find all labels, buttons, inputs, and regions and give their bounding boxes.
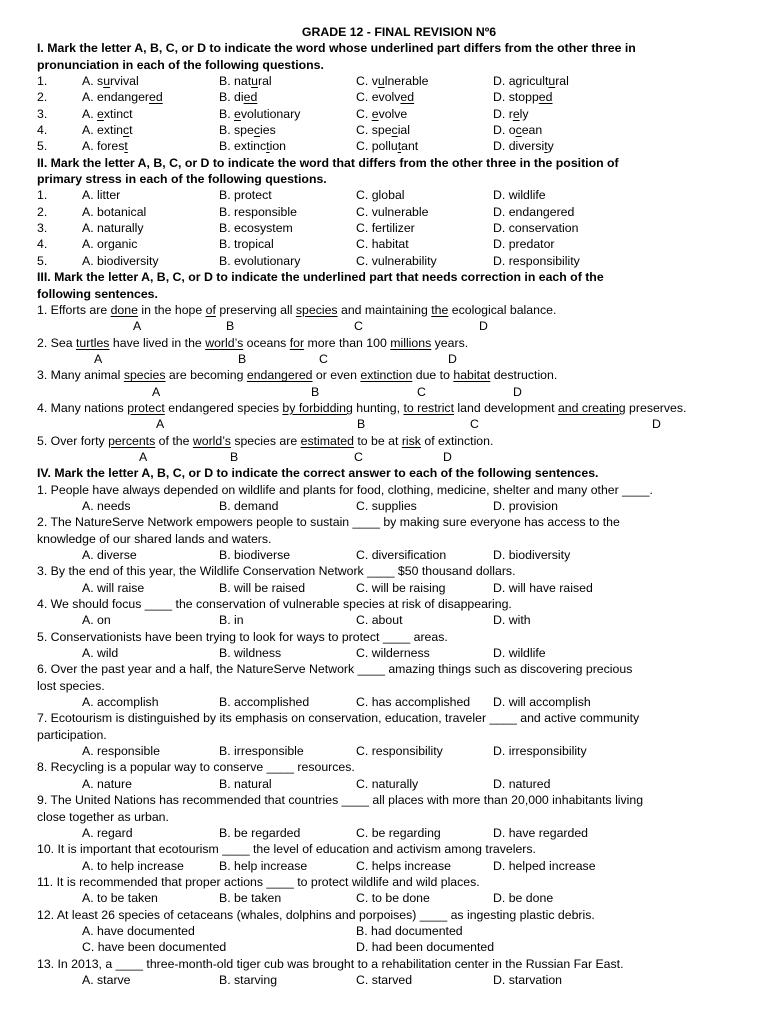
option-letter: D bbox=[448, 351, 457, 366]
option-text: A. bbox=[82, 106, 98, 121]
option-text: t bbox=[129, 123, 133, 138]
answer-option: D. wildlife bbox=[493, 188, 546, 203]
option-text: ly bbox=[519, 106, 529, 121]
underlined-part: e bbox=[97, 106, 104, 121]
answer-option: A. regard bbox=[82, 825, 133, 840]
section-heading: following sentences. bbox=[37, 286, 158, 301]
page-title: GRADE 12 - FINAL REVISION Nº6 bbox=[301, 25, 497, 39]
options-row bbox=[37, 939, 737, 955]
question-number: 3. bbox=[37, 221, 48, 236]
section-heading: pronunciation in each of the following questions. bbox=[37, 57, 324, 72]
option-text: volutionary bbox=[240, 106, 301, 121]
underlined-part: by forbidding bbox=[282, 400, 353, 415]
question-text: 5. Conservationists have been trying to look for ways to protect ____ areas. bbox=[37, 629, 448, 644]
question-number: 2. bbox=[37, 204, 48, 219]
question-number: 1. bbox=[37, 74, 48, 89]
answer-option bbox=[82, 122, 133, 138]
question-row bbox=[37, 122, 737, 138]
question-row bbox=[37, 204, 737, 220]
underlined-part: for bbox=[289, 335, 305, 350]
underlined-part: u bbox=[377, 74, 385, 89]
answer-option: B. protect bbox=[219, 188, 272, 203]
options-row bbox=[37, 858, 737, 874]
question-number: 2. bbox=[37, 90, 48, 105]
underlined-part: risk bbox=[401, 433, 421, 448]
question-text: close together as urban. bbox=[37, 809, 169, 824]
sentence-text: 1. Efforts are bbox=[37, 302, 111, 317]
option-text: C. v bbox=[356, 74, 378, 89]
question-number: 4. bbox=[37, 237, 48, 252]
answer-option: B. be regarded bbox=[219, 825, 301, 840]
question-number: 1. bbox=[37, 188, 48, 203]
option-text: D. diversi bbox=[493, 139, 545, 154]
answer-option: A. needs bbox=[82, 498, 131, 513]
sentence-text: years. bbox=[431, 335, 469, 350]
option-text: ral bbox=[257, 74, 272, 89]
answer-option bbox=[82, 106, 133, 122]
answer-option: C. vulnerable bbox=[356, 204, 429, 219]
answer-option: B. wildness bbox=[219, 646, 282, 661]
answer-option: B. natural bbox=[219, 776, 272, 791]
options-row bbox=[37, 972, 737, 988]
question-number: 5. bbox=[37, 253, 48, 268]
underlined-part: t bbox=[266, 139, 270, 154]
option-letters bbox=[37, 318, 737, 334]
question-text: lost species. bbox=[37, 678, 105, 693]
question-row bbox=[37, 73, 737, 89]
option-letter: B bbox=[357, 417, 366, 432]
answer-option bbox=[356, 106, 407, 122]
sentence-text: to be at bbox=[353, 433, 402, 448]
underlined-part: c bbox=[391, 123, 398, 138]
question-text: 12. At least 26 species of cetaceans (whales, dolphins and porpoises) ____ as ingesting plastic debris. bbox=[37, 907, 595, 922]
underlined-part: species bbox=[295, 302, 338, 317]
underlined-part: habitat bbox=[453, 368, 491, 383]
answer-option: D. helped increase bbox=[493, 858, 596, 873]
sentence-text: 4. Many nations bbox=[37, 400, 128, 415]
underlined-part: t bbox=[124, 139, 128, 154]
answer-option: B. be taken bbox=[219, 891, 282, 906]
underlined-part: ed bbox=[538, 90, 553, 105]
answer-option: C. vulnerability bbox=[356, 253, 437, 268]
answer-option: C. supplies bbox=[356, 498, 417, 513]
option-letter: D bbox=[479, 319, 488, 334]
answer-option: B. help increase bbox=[219, 858, 308, 873]
answer-option bbox=[82, 138, 128, 154]
error-sentence bbox=[37, 400, 737, 416]
question-text: 7. Ecotourism is distinguished by its emphasis on conservation, education, traveler ____ and active community bbox=[37, 711, 640, 726]
underlined-part: done bbox=[110, 302, 138, 317]
answer-option: A. organic bbox=[82, 237, 138, 252]
answer-option: C. starved bbox=[356, 972, 413, 987]
question-text: 1. People have always depended on wildlife and plants for food, clothing, medicine, shelter and many other ____. bbox=[37, 482, 653, 497]
answer-option: C. have been documented bbox=[82, 940, 227, 955]
answer-option bbox=[356, 73, 428, 89]
question-row bbox=[37, 138, 737, 154]
answer-option bbox=[82, 89, 163, 105]
underlined-part: endangered bbox=[246, 368, 313, 383]
option-letter: A bbox=[133, 319, 142, 334]
sentence-text: hunting, bbox=[352, 400, 404, 415]
answer-option: D. will have raised bbox=[493, 580, 593, 595]
option-text: y bbox=[547, 139, 554, 154]
answer-option: C. responsibility bbox=[356, 744, 443, 759]
option-text: B. spe bbox=[219, 123, 254, 138]
underlined-part: world’s bbox=[192, 433, 231, 448]
section-heading: primary stress in each of the following questions. bbox=[37, 172, 327, 187]
answer-option: B. evolutionary bbox=[219, 253, 301, 268]
answer-option: A. diverse bbox=[82, 548, 137, 562]
answer-option: B. irresponsible bbox=[219, 744, 304, 759]
underlined-part: t bbox=[397, 139, 402, 154]
answer-option: D. irresponsibility bbox=[493, 744, 587, 759]
underlined-part: turtles bbox=[75, 335, 110, 350]
sentence-text: 3. Many animal bbox=[37, 368, 124, 383]
question-text: 10. It is important that ecotourism ____ the level of education and activism among travelers. bbox=[37, 842, 536, 857]
underlined-part: to restrict bbox=[403, 400, 455, 415]
answer-option bbox=[219, 122, 276, 138]
option-text: B. di bbox=[219, 90, 244, 105]
option-letter: B bbox=[311, 384, 320, 399]
option-text: ial bbox=[397, 123, 411, 138]
answer-option: D. wildlife bbox=[493, 646, 546, 661]
option-text: A. endanger bbox=[82, 90, 150, 105]
question-number: 4. bbox=[37, 123, 48, 138]
question-row bbox=[37, 106, 737, 122]
option-text: C. bbox=[356, 106, 372, 121]
question-text: 4. We should focus ____ the conservation of vulnerable species at risk of disappearing. bbox=[37, 597, 512, 612]
option-letter: A bbox=[94, 351, 103, 366]
option-text: A. fores bbox=[82, 139, 125, 154]
answer-option bbox=[356, 89, 414, 105]
sentence-text: more than 100 bbox=[304, 335, 391, 350]
answer-option: B. in bbox=[219, 613, 244, 628]
question-text: 6. Over the past year and a half, the NatureServe Network ____ amazing things such as discovering precious bbox=[37, 662, 633, 677]
underlined-part: c bbox=[253, 123, 261, 138]
answer-option bbox=[219, 89, 257, 105]
underlined-part: and creating bbox=[557, 400, 626, 415]
option-letter: C bbox=[470, 417, 479, 432]
option-text: ean bbox=[521, 123, 543, 138]
option-letter: D bbox=[513, 384, 522, 399]
underlined-part: e bbox=[512, 106, 520, 121]
option-text: C. spe bbox=[356, 123, 392, 138]
answer-option: C. diversification bbox=[356, 548, 447, 562]
answer-option: A. to help increase bbox=[82, 858, 184, 873]
option-letters bbox=[37, 449, 737, 465]
underlined-part: u bbox=[103, 74, 111, 89]
sentence-text: in the hope bbox=[137, 302, 206, 317]
option-letter: D bbox=[443, 449, 452, 464]
options-row bbox=[37, 645, 737, 661]
sentence-text: of extinction. bbox=[420, 433, 494, 448]
option-letter: B bbox=[230, 449, 239, 464]
answer-option: B. starving bbox=[219, 972, 278, 987]
question-row bbox=[37, 187, 737, 203]
option-text: ies bbox=[260, 123, 276, 138]
underlined-part: millions bbox=[390, 335, 432, 350]
options-row bbox=[37, 580, 737, 596]
option-text: lnerable bbox=[384, 74, 429, 89]
answer-option bbox=[356, 122, 410, 138]
answer-option: B. responsible bbox=[219, 204, 297, 219]
options-row bbox=[37, 612, 737, 628]
option-text: ral bbox=[555, 74, 569, 89]
answer-option: A. have documented bbox=[82, 923, 195, 938]
answer-option: C. will be raising bbox=[356, 580, 446, 595]
options-row bbox=[37, 825, 737, 841]
options-row bbox=[37, 498, 737, 514]
option-text: A. s bbox=[82, 74, 104, 89]
sentence-text: are becoming bbox=[165, 368, 247, 383]
answer-option bbox=[219, 73, 272, 89]
underlined-part: protect bbox=[127, 400, 165, 415]
option-text: D. stopp bbox=[493, 90, 539, 105]
option-letter: C bbox=[354, 319, 363, 334]
answer-option: C. about bbox=[356, 613, 403, 628]
options-row bbox=[37, 547, 737, 563]
answer-option: A. to be taken bbox=[82, 891, 158, 906]
sentence-text: have lived in the bbox=[109, 335, 206, 350]
answer-option: B. tropical bbox=[219, 237, 274, 252]
sentence-text: land development bbox=[454, 400, 558, 415]
answer-option bbox=[493, 89, 552, 105]
underlined-part: of bbox=[205, 302, 216, 317]
option-text: A. extin bbox=[82, 123, 124, 138]
answer-option: C. naturally bbox=[356, 776, 419, 791]
underlined-part: e bbox=[371, 106, 379, 121]
underlined-part: u bbox=[251, 74, 258, 89]
underlined-part: ed bbox=[400, 90, 415, 105]
section-heading: III. Mark the letter A, B, C, or D to indicate the underlined part that needs correction in each of the bbox=[37, 270, 604, 285]
answer-option: D. have regarded bbox=[493, 825, 589, 840]
answer-option: A. accomplish bbox=[82, 695, 159, 710]
sentence-text: ecological balance. bbox=[448, 302, 557, 317]
option-text: xtinct bbox=[103, 106, 133, 121]
underlined-part: the bbox=[431, 302, 449, 317]
option-text: ant bbox=[401, 139, 419, 154]
underlined-part: c bbox=[515, 123, 522, 138]
option-text: B. bbox=[219, 106, 235, 121]
option-text: D. o bbox=[493, 123, 516, 138]
question-text: 8. Recycling is a popular way to conserve ____ resources. bbox=[37, 760, 355, 775]
answer-option: B. will be raised bbox=[219, 580, 306, 595]
option-text: rvival bbox=[110, 74, 139, 89]
answer-option: D. will accomplish bbox=[493, 695, 591, 710]
option-text: B. extinc bbox=[219, 139, 267, 154]
option-text: C. evolv bbox=[356, 90, 401, 105]
answer-option: D. natured bbox=[493, 776, 551, 791]
sentence-text: preserving all bbox=[215, 302, 296, 317]
option-letter: C bbox=[319, 351, 328, 366]
answer-option: C. to be done bbox=[356, 891, 430, 906]
answer-option: A. will raise bbox=[82, 580, 145, 595]
question-row bbox=[37, 220, 737, 236]
answer-option: D. be done bbox=[493, 891, 554, 906]
options-row bbox=[37, 923, 737, 939]
option-letter: B bbox=[226, 319, 235, 334]
answer-option: D. had been documented bbox=[356, 940, 495, 955]
underlined-part: species bbox=[123, 368, 166, 383]
answer-option: C. be regarding bbox=[356, 825, 441, 840]
underlined-part: u bbox=[548, 74, 556, 89]
answer-option bbox=[219, 106, 300, 122]
option-letters bbox=[37, 351, 737, 367]
question-text: 3. By the end of this year, the Wildlife Conservation Network ____ $50 thousand dollars. bbox=[37, 564, 516, 579]
options-row bbox=[37, 694, 737, 710]
answer-option: A. litter bbox=[82, 188, 121, 203]
question-text: 13. In 2013, a ____ three-month-old tiger cub was brought to a rehabilitation center in the Russian Far East. bbox=[37, 956, 624, 971]
option-letter: C bbox=[417, 384, 426, 399]
sentence-text: oceans bbox=[243, 335, 290, 350]
answer-option: A. botanical bbox=[82, 204, 147, 219]
underlined-part: c bbox=[123, 123, 130, 138]
answer-option: D. predator bbox=[493, 237, 555, 252]
answer-option: D. starvation bbox=[493, 972, 563, 987]
underlined-part: world’s bbox=[205, 335, 244, 350]
answer-option: A. wild bbox=[82, 646, 119, 661]
option-letter: A bbox=[152, 384, 161, 399]
answer-option: A. biodiversity bbox=[82, 253, 159, 268]
answer-option: D. conservation bbox=[493, 221, 579, 236]
section-heading: IV. Mark the letter A, B, C, or D to indicate the correct answer to each of the following sentences. bbox=[37, 466, 599, 481]
section-heading: I. Mark the letter A, B, C, or D to indicate the word whose underlined part differs from the other three in bbox=[37, 41, 636, 56]
answer-option: D. responsibility bbox=[493, 253, 580, 268]
option-letters bbox=[37, 384, 737, 400]
answer-option: C. helps increase bbox=[356, 858, 452, 873]
sentence-text: and maintaining bbox=[337, 302, 432, 317]
sentence-text: of the bbox=[155, 433, 193, 448]
answer-option: C. global bbox=[356, 188, 405, 203]
underlined-part: t bbox=[544, 139, 548, 154]
error-sentence bbox=[37, 302, 737, 318]
answer-option bbox=[493, 73, 569, 89]
underlined-part: ed bbox=[243, 90, 258, 105]
worksheet-page bbox=[37, 24, 737, 988]
answer-option: B. ecosystem bbox=[219, 221, 293, 236]
answer-option: D. biodiversity bbox=[493, 548, 571, 562]
error-sentence bbox=[37, 433, 737, 449]
sentence-text: species are bbox=[230, 433, 301, 448]
options-row bbox=[37, 743, 737, 759]
answer-option: B. biodiverse bbox=[219, 548, 291, 562]
question-row bbox=[37, 89, 737, 105]
sentence-text: due to bbox=[412, 368, 454, 383]
option-letter: D bbox=[652, 417, 661, 432]
question-text: 11. It is recommended that proper actions ____ to protect wildlife and wild places. bbox=[37, 874, 480, 889]
answer-option bbox=[493, 138, 554, 154]
section-heading: II. Mark the letter A, B, C, or D to indicate the word that differs from the other three in the position of bbox=[37, 155, 619, 170]
answer-option: A. responsible bbox=[82, 744, 160, 759]
option-letter: C bbox=[354, 449, 363, 464]
answer-option: B. demand bbox=[219, 498, 279, 513]
underlined-part: estimated bbox=[300, 433, 354, 448]
answer-option bbox=[82, 73, 139, 89]
option-text: D. r bbox=[493, 106, 513, 121]
error-sentence bbox=[37, 367, 737, 383]
answer-option bbox=[356, 138, 418, 154]
answer-option: D. with bbox=[493, 613, 531, 628]
sentence-text: preserves. bbox=[625, 400, 687, 415]
options-row bbox=[37, 890, 737, 906]
question-text: participation. bbox=[37, 727, 107, 742]
option-text: B. nat bbox=[219, 74, 252, 89]
answer-option: C. wilderness bbox=[356, 646, 430, 661]
question-text: knowledge of our shared lands and waters. bbox=[37, 531, 272, 546]
answer-option: C. fertilizer bbox=[356, 221, 415, 236]
answer-option: C. has accomplished bbox=[356, 695, 471, 710]
answer-option: A. naturally bbox=[82, 221, 144, 236]
error-sentence bbox=[37, 335, 737, 351]
answer-option: C. habitat bbox=[356, 237, 409, 252]
option-letter: A bbox=[139, 449, 148, 464]
sentence-text: endangered species bbox=[164, 400, 283, 415]
answer-option: A. starve bbox=[82, 972, 131, 987]
answer-option bbox=[493, 106, 529, 122]
answer-option: A. on bbox=[82, 613, 111, 628]
sentence-text: or even bbox=[312, 368, 361, 383]
option-letters bbox=[37, 416, 737, 432]
answer-option: D. endangered bbox=[493, 204, 575, 219]
question-row bbox=[37, 253, 737, 269]
underlined-part: percents bbox=[108, 433, 156, 448]
answer-option: B. accomplished bbox=[219, 695, 310, 710]
option-letter: A bbox=[156, 417, 165, 432]
option-text: C. pollu bbox=[356, 139, 398, 154]
answer-option: B. had documented bbox=[356, 923, 463, 938]
question-text: 9. The United Nations has recommended that countries ____ all places with more than 20,000 inhabitants living bbox=[37, 793, 644, 808]
question-number: 3. bbox=[37, 106, 48, 121]
sentence-text: 5. Over forty bbox=[37, 433, 109, 448]
option-letter: B bbox=[238, 351, 247, 366]
question-row bbox=[37, 236, 737, 252]
option-text: D. agricult bbox=[493, 74, 549, 89]
answer-option bbox=[493, 122, 542, 138]
sentence-text: 2. Sea bbox=[37, 335, 76, 350]
sentence-text: destruction. bbox=[490, 368, 558, 383]
answer-option bbox=[219, 138, 286, 154]
question-number: 5. bbox=[37, 139, 48, 154]
underlined-part: ed bbox=[149, 90, 163, 105]
option-text: ion bbox=[269, 139, 287, 154]
options-row bbox=[37, 776, 737, 792]
answer-option: D. provision bbox=[493, 498, 558, 513]
question-text: 2. The NatureServe Network empowers people to sustain ____ by making sure everyone has access to the bbox=[37, 515, 620, 530]
underlined-part: extinction bbox=[360, 368, 413, 383]
answer-option: A. nature bbox=[82, 776, 132, 791]
underlined-part: e bbox=[234, 106, 241, 121]
option-text: volve bbox=[378, 106, 408, 121]
